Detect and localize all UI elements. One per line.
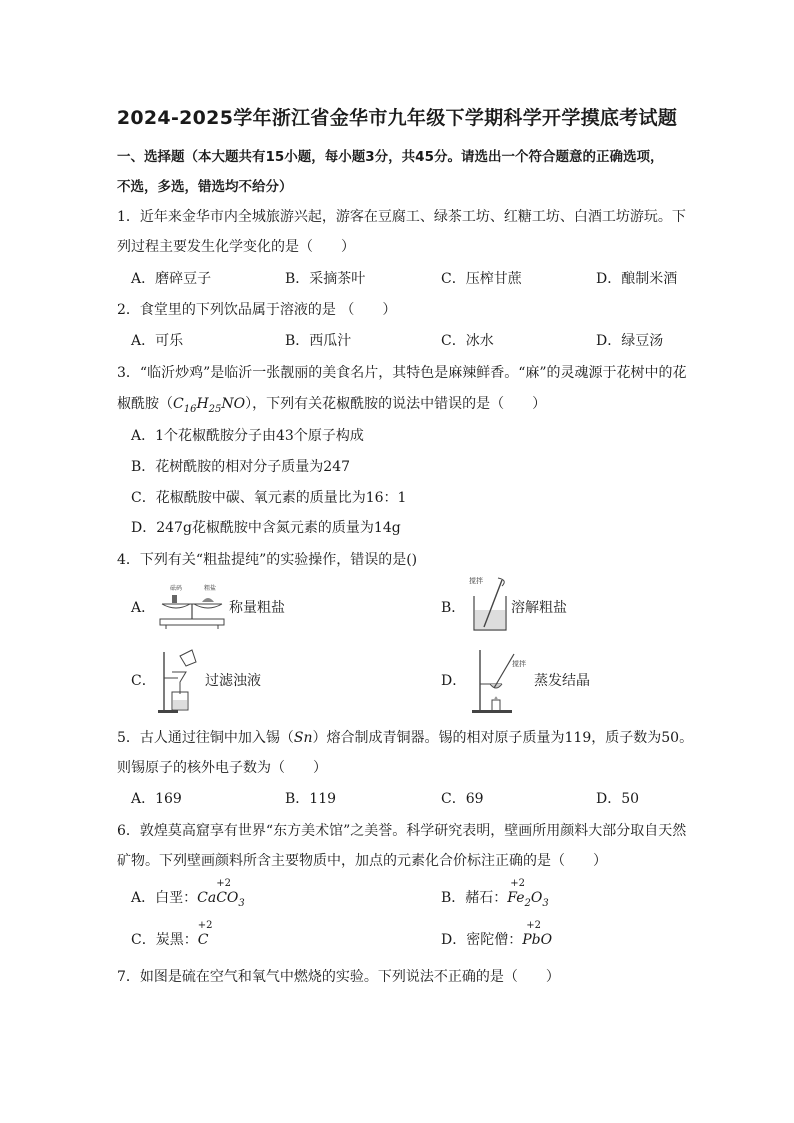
q1-stem-line2: 列过程主要发生化学变化的是（ ） <box>117 239 355 255</box>
section-heading-line1: 一、选择题（本大题共有15小题，每小题3分，共45分。请选出一个符合题意的正确选项， <box>117 149 664 165</box>
q1-option-a: A．磨碎豆子 <box>131 271 212 287</box>
q5-symbol-sn: Sn <box>293 730 313 746</box>
q6-b-valence: +2 <box>510 878 526 889</box>
q3-line2-pre: 椒酰胺（ <box>117 396 173 412</box>
q5-option-d: D．50 <box>596 791 640 807</box>
q6-stem-line2: 矿物。下列壁画颜料所含主要物质中，加点的元素化合价标注正确的是（ ） <box>117 853 607 869</box>
q6-option-b: B．赭石： +2 $Fe_2O_3$ <box>441 878 549 909</box>
q2-stem: 2．食堂里的下列饮品属于溶液的是 （ ） <box>117 302 397 318</box>
q6-option-d: D．密陀僧： +2 PbO <box>441 920 553 948</box>
q6-c-valence: +2 <box>197 920 213 931</box>
q5-option-a: A．169 <box>131 791 182 807</box>
q4-option-d-letter: D． <box>441 673 467 689</box>
q5-stem-line2: 则锡原子的核外电子数为（ ） <box>117 760 327 776</box>
evaporation-label-stir: 搅拌 <box>512 660 526 668</box>
q4-option-c-letter: C． <box>131 673 156 689</box>
q4-option-c-text: 过滤浊液 <box>205 673 261 689</box>
q1-option-d: D．酿制米酒 <box>596 271 678 287</box>
q6-option-a: A．白垩：Ca +2 $CO_3$ <box>131 878 245 909</box>
q1-option-b: B．采摘茶叶 <box>285 271 366 287</box>
q6-stem-line1: 6．敦煌莫高窟享有世界“东方美术馆”之美誉。科学研究表明，壁画所用颜料大部分取自天然 <box>117 823 687 839</box>
q3-option-b: B．花树酰胺的相对分子质量为247 <box>131 459 351 475</box>
page-title: 2024-2025学年浙江省金华市九年级下学期科学开学摸底考试题 <box>116 107 678 129</box>
q3-option-a: A．1个花椒酰胺分子由43个原子构成 <box>131 428 364 444</box>
q1-stem-line1: 1．近年来金华市内全城旅游兴起，游客在豆腐工、绿茶工坊、红糖工坊、白酒工坊游玩。下 <box>117 209 686 225</box>
q3-stem-line2 <box>117 393 546 415</box>
q6-d-valence: +2 <box>526 920 541 931</box>
q4-option-b-text: 溶解粗盐 <box>511 600 567 616</box>
q3-formula: $C_{16}H_{25}NO$ <box>173 396 246 415</box>
q5-stem-line1: 5．古人通过往铜中加入锡（Sn）熔合制成青铜器。锡的相对原子质量为119，质子数为50。 <box>117 730 694 746</box>
dissolve-label-stir: 搅拌 <box>469 577 483 585</box>
q7-stem: 7．如图是硫在空气和氧气中燃烧的实验。下列说法不正确的是（ ） <box>117 969 560 985</box>
q6-a-valence: +2 <box>216 878 231 889</box>
q4-option-b-letter: B． <box>441 600 466 616</box>
q4-option-a-text: 称量粗盐 <box>229 600 285 616</box>
q3-line2-post: ），下列有关花椒酰胺的说法中错误的是（ ） <box>245 396 547 412</box>
q6-option-c: C．炭黑： +2 C <box>131 920 213 948</box>
q4-option-d-text: 蒸发结晶 <box>534 673 590 689</box>
q4-stem: 4．下列有关“粗盐提纯”的实验操作，错误的是() <box>117 552 418 568</box>
section-heading-line2: 不选，多选，错选均不给分） <box>117 179 293 195</box>
filtration-image <box>156 648 202 714</box>
q5-option-c: C．69 <box>441 791 484 807</box>
balance-label-salt: 粗盐 <box>204 585 217 592</box>
q2-option-c: C．冰水 <box>441 333 494 349</box>
dissolve-beaker-image <box>468 574 514 634</box>
q3-stem-line1: 3．“临沂炒鸡”是临沂一张靓丽的美食名片，其特色是麻辣鲜香。“麻”的灵魂源于花树中的花 <box>117 365 687 381</box>
balance-label-weights: 砝码 <box>170 585 183 592</box>
q2-option-b: B．西瓜汁 <box>285 333 352 349</box>
q2-option-d: D．绿豆汤 <box>596 333 664 349</box>
q3-option-c: C．花椒酰胺中碳、氧元素的质量比为16：1 <box>131 490 407 506</box>
evaporation-image <box>468 644 536 716</box>
q2-option-a: A．可乐 <box>131 333 184 349</box>
q4-option-a-letter: A． <box>131 600 156 616</box>
q3-option-d: D．247g花椒酰胺中含氮元素的质量为14g <box>131 520 401 536</box>
balance-scale-image <box>156 582 228 630</box>
q1-option-c: C．压榨甘蔗 <box>441 271 522 287</box>
q5-option-b: B．119 <box>285 791 337 807</box>
